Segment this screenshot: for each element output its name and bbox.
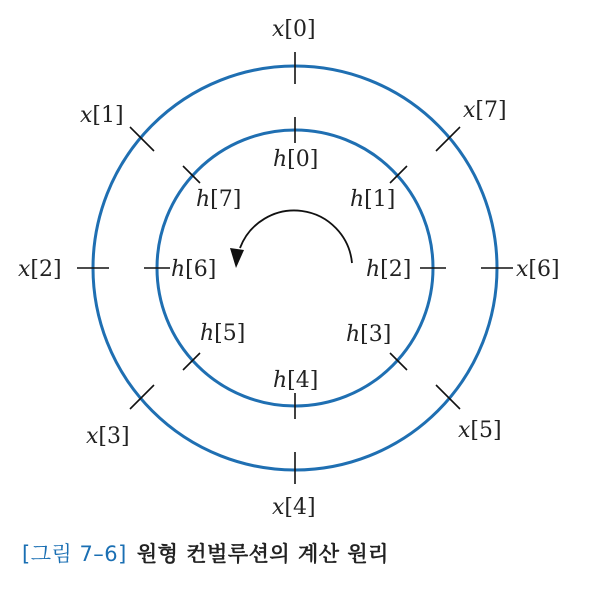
figure-caption [22, 538, 389, 568]
inner-label-3: h[3] [346, 322, 392, 347]
outer-label-2: x[2] [18, 257, 62, 282]
outer-label-3: x[3] [86, 424, 130, 449]
inner-label-4: h[4] [273, 368, 319, 393]
inner-label-5: h[5] [200, 321, 246, 346]
outer-label-6: x[6] [516, 257, 560, 282]
outer-label-0: x[0] [272, 17, 316, 42]
rotation-arrow-icon [240, 210, 352, 263]
outer-label-7: x[7] [463, 98, 507, 123]
caption-tag: [그림 7–6] [22, 542, 127, 566]
outer-label-1: x[1] [80, 103, 124, 128]
arrow-head-icon [230, 248, 244, 268]
inner-label-6: h[6] [171, 257, 217, 282]
caption-text: 원형 컨벌루션의 계산 원리 [136, 542, 389, 566]
inner-label-1: h[1] [350, 187, 396, 212]
inner-label-0: h[0] [273, 147, 319, 172]
inner-label-2: h[2] [366, 257, 412, 282]
outer-label-4: x[4] [272, 495, 316, 520]
inner-label-7: h[7] [196, 187, 242, 212]
outer-label-5: x[5] [458, 418, 502, 443]
